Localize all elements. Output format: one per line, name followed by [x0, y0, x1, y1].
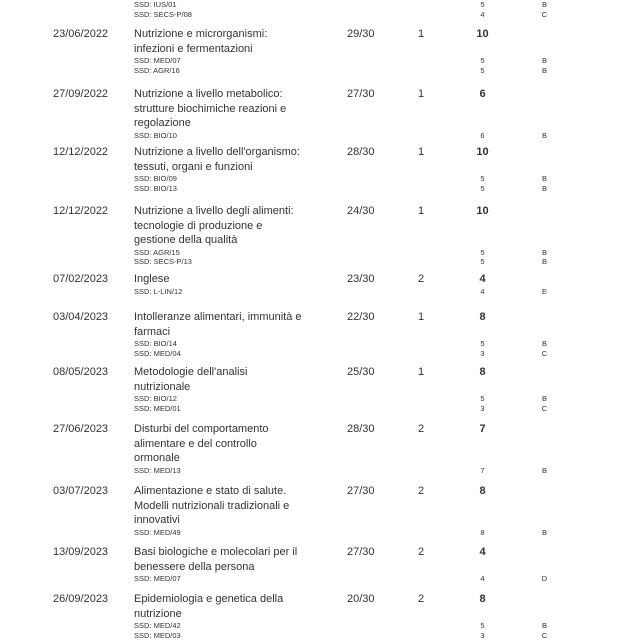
- course-block: [134, 145, 346, 193]
- module-grade-letter: B: [541, 183, 547, 193]
- module-credits: 5: [480, 0, 485, 9]
- exam-score: 25/30: [347, 366, 375, 378]
- module-credits: 6: [480, 130, 485, 140]
- module-credits: 4: [480, 286, 485, 296]
- module-grade-letter-column: [524, 56, 565, 75]
- module-grade-letter: B: [541, 257, 547, 267]
- module-grade-letter: C: [541, 630, 548, 640]
- course-title-line: infezioni e fermentazioni: [134, 42, 253, 55]
- course-title-line: strutture biochimiche reazioni e: [134, 102, 287, 115]
- module-grade-letter: B: [541, 527, 547, 537]
- credits-total: 4: [479, 273, 486, 285]
- exam-date: 26/09/2023: [53, 593, 109, 605]
- course-block: [134, 204, 346, 267]
- course-block: [134, 0, 346, 19]
- course-title-line: Inglese: [134, 273, 170, 285]
- ssd-code: SSD: BIO/10: [134, 130, 177, 140]
- module-credits-column: [462, 0, 503, 19]
- credits-total: 8: [479, 593, 486, 605]
- course-title-line: ormonale: [134, 452, 180, 464]
- credits-total: 8: [479, 366, 486, 378]
- course-title: [134, 27, 346, 56]
- module-credits-column: [462, 339, 503, 358]
- module-credits: 8: [480, 527, 485, 537]
- ssd-code-list: [134, 0, 346, 19]
- module-grade-letter-column: [524, 339, 565, 358]
- course-title: [134, 365, 346, 394]
- module-credits: 3: [480, 403, 485, 413]
- exam-score: 29/30: [347, 28, 375, 40]
- module-grade-letter-column: [524, 621, 565, 640]
- ssd-code-list: [134, 466, 346, 476]
- module-credits-column: [462, 248, 503, 267]
- exam-date: 27/06/2023: [53, 423, 109, 435]
- credits-total: 6: [479, 88, 486, 100]
- module-credits: 5: [480, 247, 485, 257]
- module-grade-letter: C: [541, 9, 548, 19]
- course-title-line: farmaci: [134, 325, 171, 338]
- ssd-code: SSD: MED/01: [134, 403, 181, 413]
- course-title-line: Basi biologiche e molecolari per il: [134, 546, 298, 558]
- ssd-code: SSD: BIO/09: [134, 174, 177, 183]
- ssd-code-list: [134, 394, 346, 413]
- module-grade-letter-column: [524, 528, 565, 538]
- module-grade-letter: C: [541, 348, 548, 358]
- ssd-code: SSD: MED/49: [134, 527, 181, 537]
- credits-total: 7: [479, 423, 486, 435]
- course-title: [134, 204, 346, 248]
- module-credits: 3: [480, 630, 485, 640]
- ssd-code: SSD: MED/03: [134, 630, 181, 640]
- course-block: [134, 484, 346, 537]
- course-block: [134, 27, 346, 75]
- module-grade-letter-column: [524, 394, 565, 413]
- exam-year-number: 1: [417, 146, 425, 158]
- module-credits-column: [462, 528, 503, 538]
- course-title: [134, 145, 346, 174]
- ssd-code-list: [134, 287, 346, 297]
- exam-year-number: 1: [417, 28, 425, 40]
- exam-year-number: 1: [417, 205, 425, 217]
- module-grade-letter: B: [541, 65, 547, 75]
- ssd-code: SSD: MED/04: [134, 348, 181, 358]
- module-grade-letter: B: [541, 465, 547, 475]
- ssd-code: SSD: L-LIN/12: [134, 286, 183, 296]
- module-credits: 5: [480, 621, 485, 630]
- course-block: [134, 545, 346, 584]
- module-credits-column: [462, 131, 503, 141]
- exam-year-number: 2: [417, 546, 425, 558]
- module-credits: 5: [480, 394, 485, 403]
- module-grade-letter: B: [541, 247, 547, 257]
- exam-date: 03/07/2023: [53, 485, 109, 497]
- module-grade-letter-column: [524, 131, 565, 141]
- module-grade-letter-column: [524, 287, 565, 297]
- module-credits-column: [462, 466, 503, 476]
- ssd-code: SSD: MED/07: [134, 574, 181, 583]
- module-credits: 5: [480, 257, 485, 267]
- module-grade-letter-column: [524, 574, 565, 584]
- module-credits: 5: [480, 174, 485, 183]
- course-title-line: regolazione: [134, 117, 191, 129]
- ssd-code-list: [134, 131, 346, 141]
- exam-year-number: 2: [417, 485, 425, 497]
- course-title-line: innovativi: [134, 514, 180, 526]
- module-grade-letter: E: [541, 286, 547, 296]
- module-credits: 3: [480, 348, 485, 358]
- ssd-code: SSD: BIO/14: [134, 339, 177, 348]
- exam-year-number: 2: [417, 273, 425, 285]
- exam-date: 12/12/2022: [53, 146, 109, 158]
- module-grade-letter: C: [541, 403, 548, 413]
- course-title: [134, 422, 346, 466]
- course-title: [134, 310, 346, 339]
- module-credits-column: [462, 287, 503, 297]
- course-title-line: Epidemiologia e genetica della: [134, 593, 284, 605]
- ssd-code: SSD: SECS-P/13: [134, 257, 192, 267]
- exam-year-number: 1: [417, 88, 425, 100]
- module-grade-letter: B: [541, 56, 547, 65]
- course-title: [134, 592, 346, 621]
- exam-score: 24/30: [347, 205, 375, 217]
- module-credits: 5: [480, 183, 485, 193]
- course-title-line: Modelli nutrizionali tradizionali e: [134, 499, 290, 512]
- exam-score: 28/30: [347, 146, 375, 158]
- course-title-line: nutrizionale: [134, 380, 191, 393]
- module-credits: 5: [480, 56, 485, 65]
- ssd-code-list: [134, 174, 346, 193]
- course-block: [134, 272, 346, 296]
- ssd-code: SSD: AGR/15: [134, 247, 180, 257]
- course-block: [134, 310, 346, 358]
- ssd-code-list: [134, 339, 346, 358]
- exam-year-number: 1: [417, 366, 425, 378]
- course-block: [134, 365, 346, 413]
- course-title-line: Nutrizione e microrganismi:: [134, 28, 268, 40]
- exam-date: 12/12/2022: [53, 205, 109, 217]
- ssd-code: SSD: IUS/01: [134, 0, 177, 9]
- course-block: [134, 422, 346, 475]
- module-grade-letter-column: [524, 248, 565, 267]
- module-credits-column: [462, 394, 503, 413]
- credits-total: 4: [479, 546, 486, 558]
- ssd-code-list: [134, 56, 346, 75]
- exam-year-number: 2: [417, 593, 425, 605]
- course-title-line: Intolleranze alimentari, immunità e: [134, 311, 302, 323]
- ssd-code-list: [134, 248, 346, 267]
- exam-date: 08/05/2023: [53, 366, 109, 378]
- ssd-code: SSD: MED/07: [134, 56, 181, 65]
- module-credits: 4: [480, 9, 485, 19]
- module-grade-letter: B: [541, 130, 547, 140]
- exam-year-number: 1: [417, 311, 425, 323]
- module-grade-letter-column: [524, 466, 565, 476]
- course-title-line: alimentare e del controllo: [134, 437, 257, 450]
- module-grade-letter: B: [541, 621, 547, 630]
- module-credits: 4: [480, 574, 485, 583]
- exam-score: 23/30: [347, 273, 375, 285]
- course-title-line: nutrizione: [134, 607, 182, 620]
- course-title-line: Alimentazione e stato di salute.: [134, 485, 287, 497]
- module-credits-column: [462, 174, 503, 193]
- module-credits: 7: [480, 465, 485, 475]
- exam-date: 27/09/2022: [53, 88, 109, 100]
- course-block: [134, 592, 346, 640]
- ssd-code: SSD: AGR/16: [134, 65, 180, 75]
- module-grade-letter: B: [541, 394, 547, 403]
- course-title: [134, 87, 346, 131]
- exam-score: 27/30: [347, 546, 375, 558]
- course-title: [134, 484, 346, 528]
- module-grade-letter-column: [524, 174, 565, 193]
- course-block: [134, 87, 346, 140]
- exam-score: 28/30: [347, 423, 375, 435]
- course-title: [134, 272, 346, 287]
- ssd-code-list: [134, 528, 346, 538]
- course-title-line: Nutrizione a livello dell'organismo:: [134, 146, 300, 158]
- module-credits: 5: [480, 339, 485, 348]
- ssd-code: SSD: BIO/13: [134, 183, 177, 193]
- exam-date: 23/06/2022: [53, 28, 109, 40]
- credits-total: 10: [476, 146, 489, 158]
- course-title-line: Disturbi del comportamento: [134, 423, 269, 435]
- module-grade-letter: B: [541, 174, 547, 183]
- module-grade-letter: B: [541, 0, 547, 9]
- course-title-line: Nutrizione a livello degli alimenti:: [134, 205, 294, 217]
- ssd-code: SSD: MED/42: [134, 621, 181, 630]
- ssd-code-list: [134, 574, 346, 584]
- exam-score: 27/30: [347, 88, 375, 100]
- exam-date: 03/04/2023: [53, 311, 109, 323]
- module-grade-letter-column: [524, 0, 565, 19]
- module-grade-letter: B: [541, 339, 547, 348]
- exam-score: 27/30: [347, 485, 375, 497]
- credits-total: 10: [476, 205, 489, 217]
- course-title-line: tessuti, organi e funzioni: [134, 160, 253, 173]
- module-credits-column: [462, 574, 503, 584]
- module-grade-letter: D: [541, 574, 548, 583]
- ssd-code: SSD: SECS-P/08: [134, 9, 192, 19]
- ssd-code-list: [134, 621, 346, 640]
- module-credits-column: [462, 56, 503, 75]
- credits-total: 8: [479, 311, 486, 323]
- exam-date: 07/02/2023: [53, 273, 109, 285]
- course-title-line: tecnologie di produzione e: [134, 219, 263, 232]
- module-credits: 5: [480, 65, 485, 75]
- module-credits-column: [462, 621, 503, 640]
- exam-year-number: 2: [417, 423, 425, 435]
- credits-total: 10: [476, 28, 489, 40]
- course-title: [134, 545, 346, 574]
- exam-date: 13/09/2023: [53, 546, 109, 558]
- ssd-code: SSD: MED/13: [134, 465, 181, 475]
- course-title-line: benessere della persona: [134, 560, 255, 573]
- credits-total: 8: [479, 485, 486, 497]
- course-title-line: Metodologie dell'analisi: [134, 366, 248, 378]
- course-title-line: Nutrizione a livello metabolico:: [134, 88, 283, 100]
- exam-score: 20/30: [347, 593, 375, 605]
- course-title-line: gestione della qualità: [134, 234, 238, 246]
- ssd-code: SSD: BIO/12: [134, 394, 177, 403]
- exam-score: 22/30: [347, 311, 375, 323]
